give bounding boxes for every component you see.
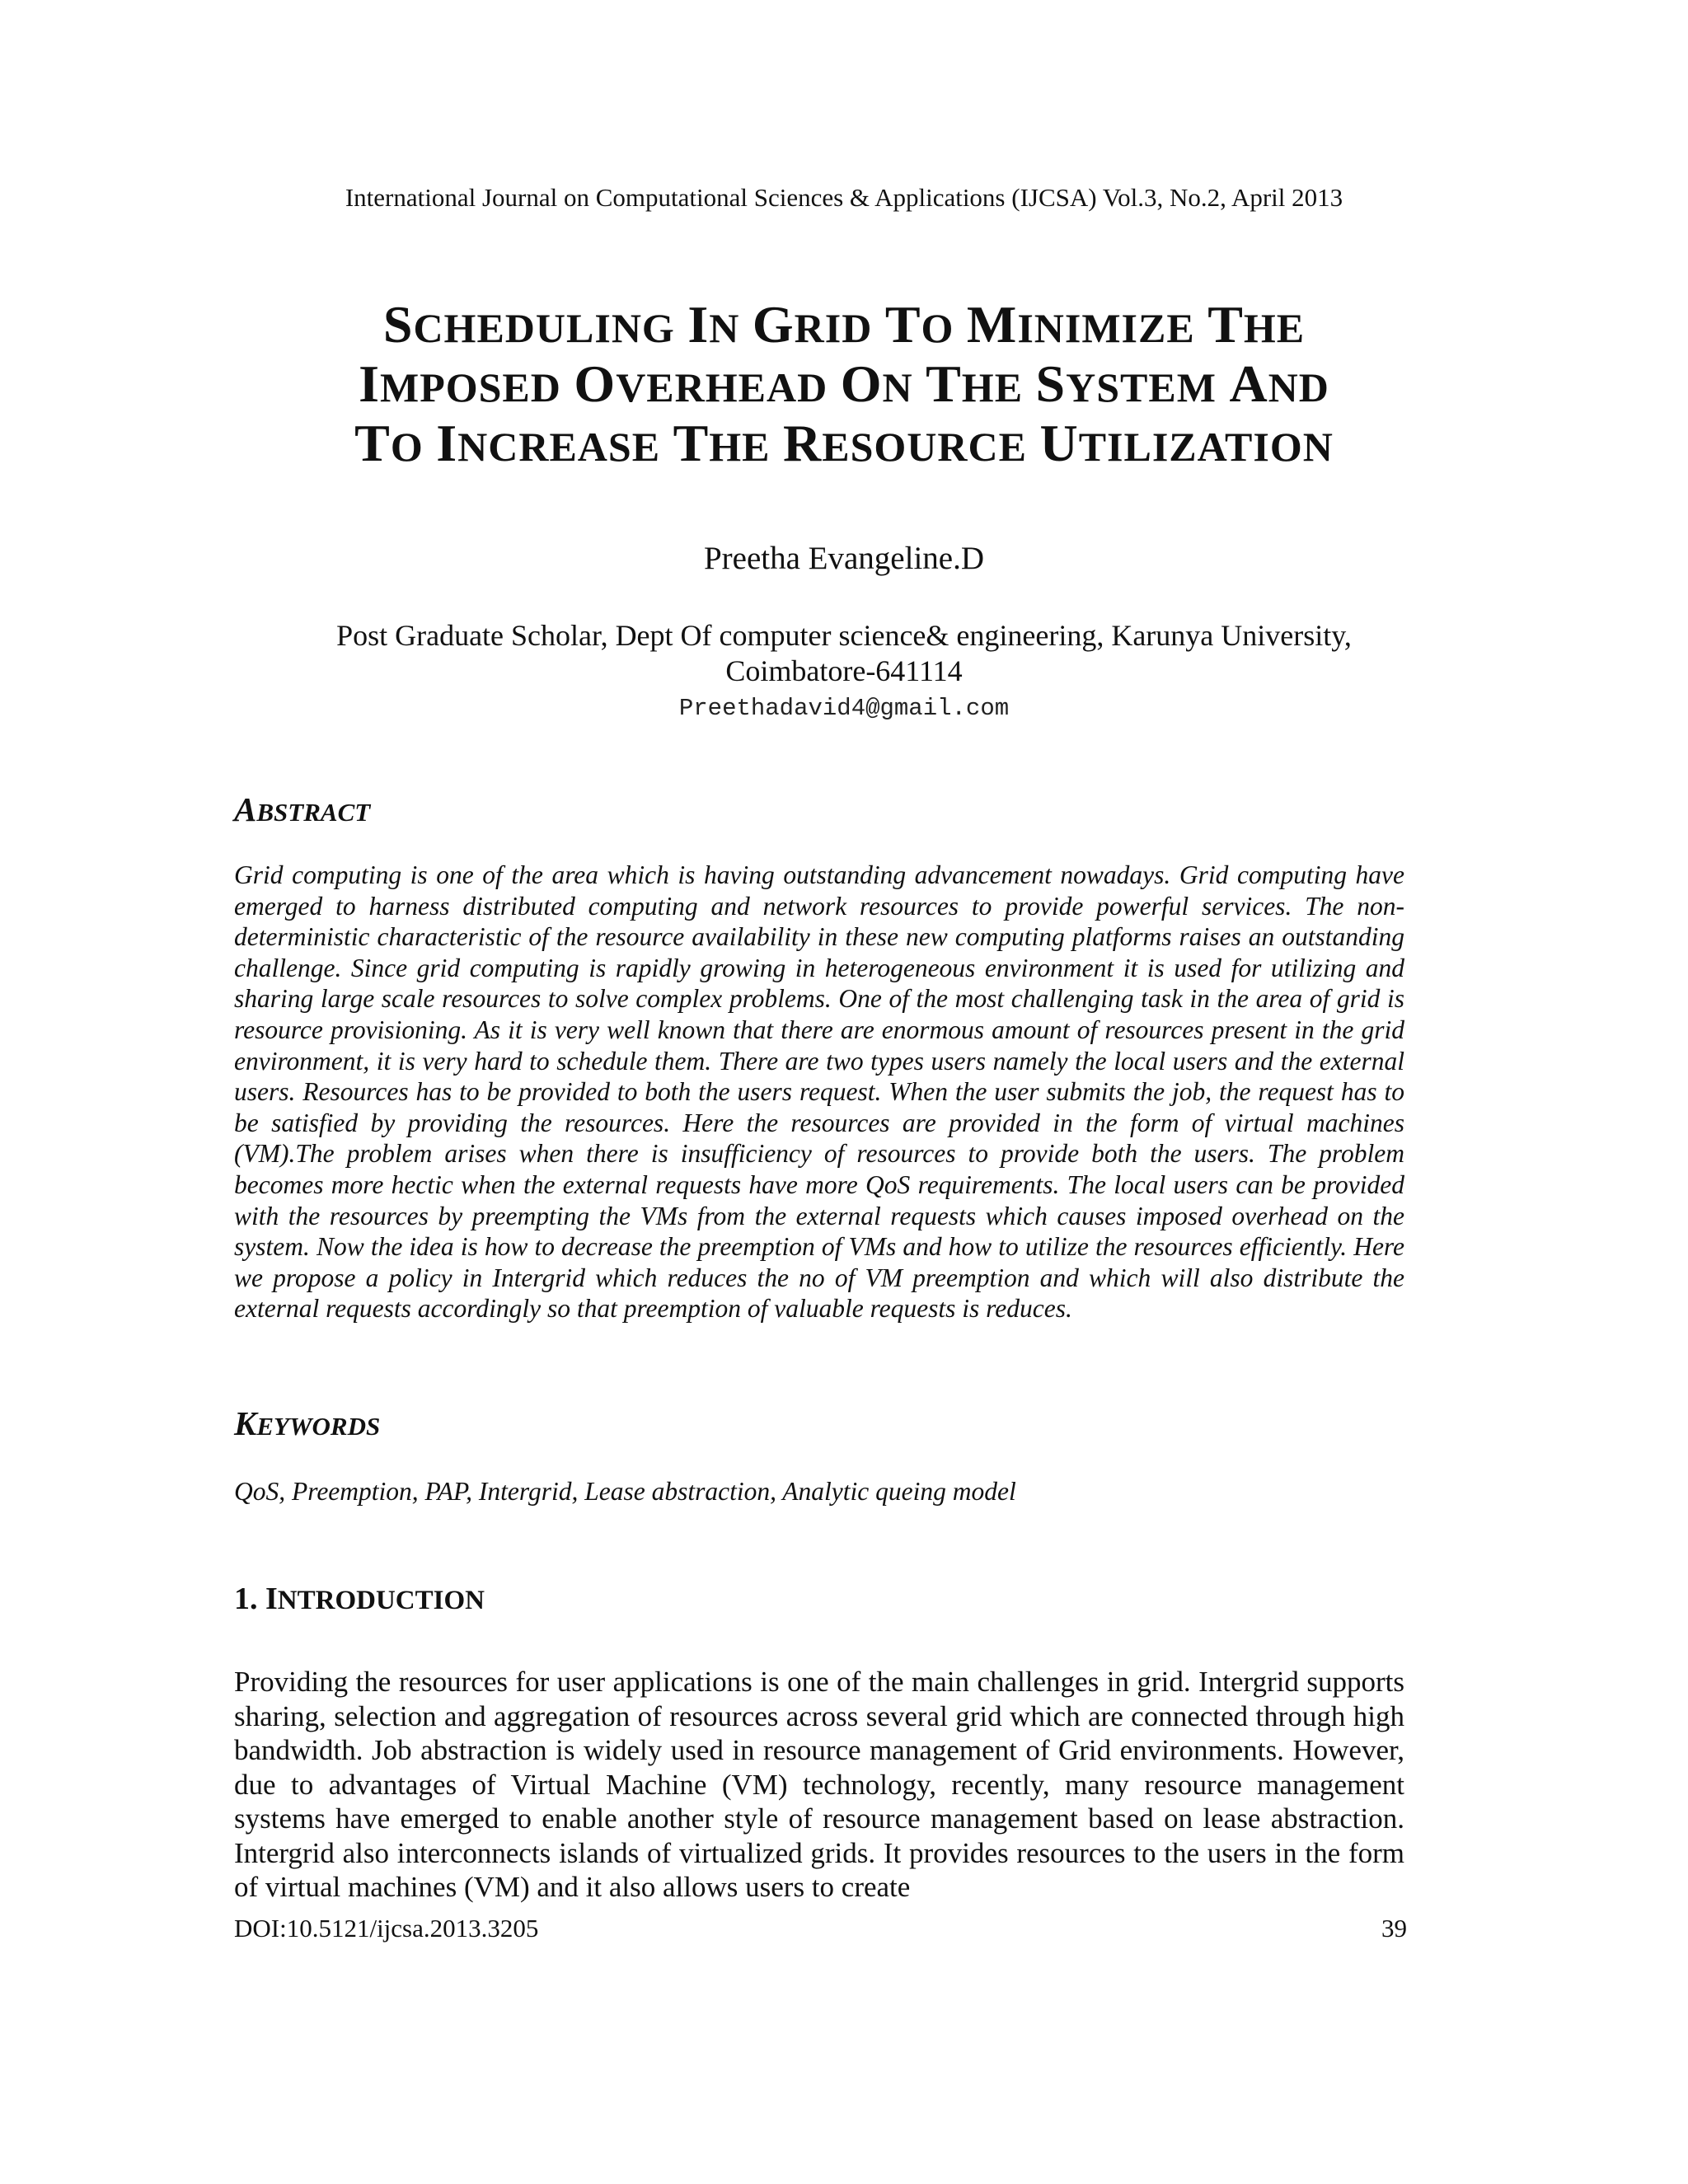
affiliation-line-2: Coimbatore-641114: [725, 654, 963, 687]
abstract-heading: ABSTRACT: [234, 790, 371, 828]
title-line-1: SCHEDULING IN GRID TO MINIMIZE THE: [382, 295, 1306, 354]
author-email: Preethadavid4@gmail.com: [678, 695, 1010, 722]
page-number: 39: [1381, 1914, 1407, 1943]
affiliation-line-1: Post Graduate Scholar, Dept Of computer science& engineering, Karunya University,: [336, 619, 1352, 652]
author-affiliation: [247, 618, 1441, 689]
introduction-text: Providing the resources for user applications is one of the main challenges in grid. Intergrid supports sharing, selection and aggregation of resources across several grid which are connected through high bandwidth. Job abstraction is widely used in resource management of Grid environments. However, due to advantages of Virtual Machine (VM) technology, recently, many resource management systems have emerged to enable another style of resource management based on lease abstraction. Intergrid also interconnects islands of virtualized grids. It provides resources to the users in the form of virtual machines (VM) and it also allows users to create: [234, 1666, 1404, 1903]
title-line-3: TO INCREASE THE RESOURCE UTILIZATION: [354, 414, 1334, 472]
author-name: Preetha Evangeline.D: [703, 541, 985, 576]
section-heading-introduction: [234, 1581, 485, 1617]
footer-doi: DOI:10.5121/ijcsa.2013.3205: [234, 1914, 539, 1943]
title-line-2: IMPOSED OVERHEAD ON THE SYSTEM AND: [359, 354, 1329, 413]
journal-header: International Journal on Computational Sciences & Applications (IJCSA) Vol.3, No.2, April 2013: [345, 183, 1343, 212]
section-title: INTRODUCTION: [265, 1582, 485, 1616]
keywords-heading: KEYWORDS: [234, 1404, 381, 1442]
paper-title: [247, 297, 1441, 475]
section-number: 1.: [234, 1582, 258, 1616]
keywords-text: QoS, Preemption, PAP, Intergrid, Lease abstraction, Analytic queing model: [234, 1477, 1016, 1506]
abstract-text: Grid computing is one of the area which is having outstanding advancement nowadays. Grid computing have emerged to harness distributed computing and network resources to provide powerful services. The non-deterministic characteristic of the resource availability in these new computing platforms raises an outstanding challenge. Since grid computing is rapidly growing in heterogeneous environment it is used for utilizing and sharing large scale resources to solve complex problems. One of the most challenging task in the area of grid is resource provisioning. As it is very well known that there are enormous amount of resources present in the grid environment, it is very hard to schedule them. There are two types users namely the local users and the external users. Resources has to be provided to both the users request. When the user submits the job, the request has to be satisfied by providing the resources. Here the resources are provided in the form of virtual machines (VM).The problem arises when there is insufficiency of resources to provide both the users. The problem becomes more hectic when the external requests have more QoS requirements. The local users can be provided with the resources by preempting the VMs from the external requests which causes imposed overhead on the system. Now the idea is how to decrease the preemption of VMs and how to utilize the resources efficiently. Here we propose a policy in Intergrid which reduces the no of VM preemption and which will also distribute the external requests accordingly so that preemption of valuable requests is reduces.: [234, 860, 1404, 1324]
